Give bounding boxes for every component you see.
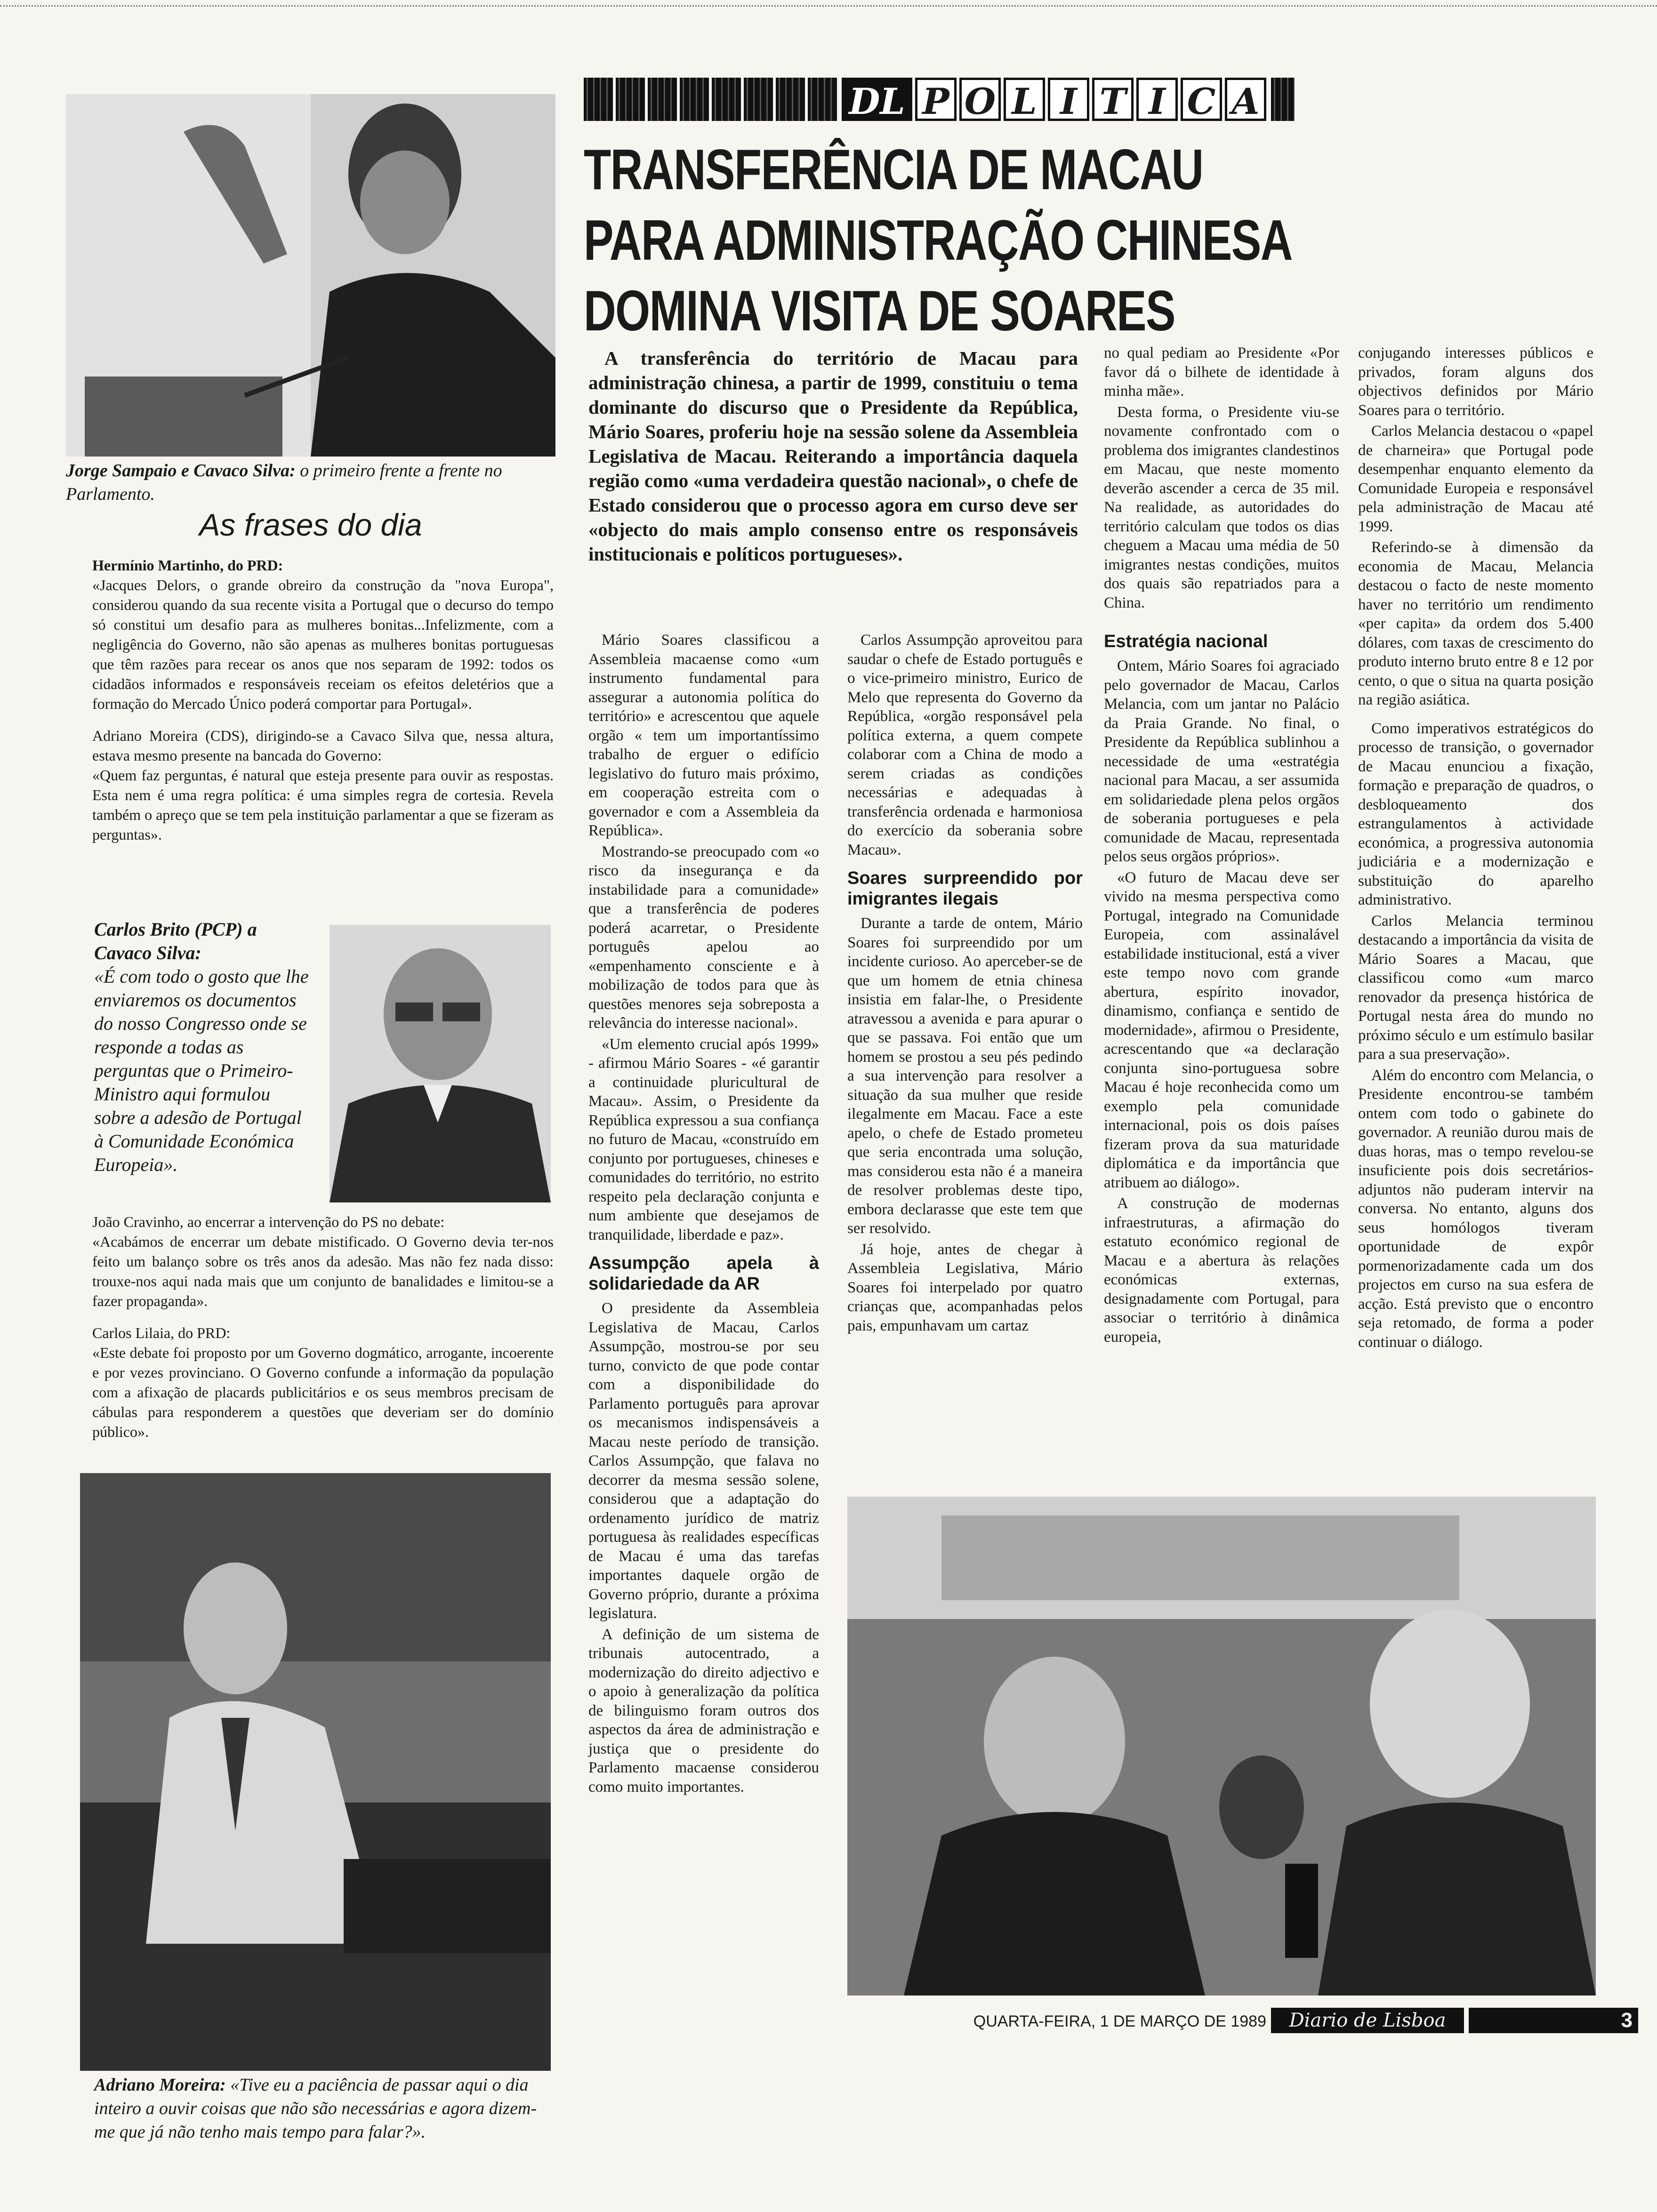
photo-sampaio-speaking: [66, 94, 555, 457]
section-letter: L: [1004, 78, 1045, 121]
brito-speaker: Carlos Brito (PCP) a Cavaco Silva:: [94, 919, 257, 963]
col1-subheading: Assumpção apela à solidariedade da AR: [588, 1253, 819, 1294]
footer-masthead: Diario de Lisboa: [1271, 2008, 1464, 2033]
col3-subheading: Estratégia nacional: [1104, 632, 1268, 651]
frases-speaker-1: Hermínio Martinho, do PRD:: [92, 557, 283, 574]
headline-line-2: PARA ADMINISTRAÇÃO CHINESA: [584, 208, 1292, 272]
banner-tile: [584, 78, 613, 121]
caption-top-photo: [66, 459, 555, 506]
col4-paragraph: Carlos Melancia destacou o «papel de charneira» que Portugal pode desempenhar enquanto elemento da Comunidade Europeia e responsável pela administração de Macau até 1999.: [1358, 423, 1593, 535]
photo-carlos-brito: [330, 925, 551, 1202]
article-column-3: [1104, 344, 1339, 1348]
section-letter: O: [959, 78, 1001, 121]
footer-page-number: 3: [1469, 2008, 1638, 2033]
frases-title: As frases do dia: [199, 507, 422, 542]
frases-speaker-4: João Cravinho, ao encerrar a intervenção do PS no debate:: [92, 1213, 445, 1230]
col4-paragraph: Como imperativos estratégicos do processo de transição, o governador de Macau enunciou a fixação, formação e preparação de quadros, o desbloqueamento dos estrangulamentos à actividade económica, a progressiva autonomia judiciária e a modernização e substituição do aparelho administrativo.: [1358, 720, 1593, 908]
caption-bottom-photo: [94, 2073, 551, 2144]
section-letter: I: [1048, 78, 1089, 121]
section-letter: P: [915, 78, 957, 121]
section-letter: T: [1092, 78, 1134, 121]
frases-quote-2: «Quem faz perguntas, é natural que esteja presente para ouvir as respostas. Esta nem é uma regra política: é uma simples regra de cortesia. Revela também o apreço que se tem pela instituição parlamentar a que se fizeram as perguntas».: [92, 767, 554, 843]
col4-paragraph: conjugando interesses públicos e privados, foram alguns dos objectivos definidos por Mário Soares para o território.: [1358, 345, 1593, 419]
headline: [584, 134, 1292, 346]
col3-paragraph: Desta forma, o Presidente viu-se novamente confrontado com o problema dos imigrantes clandestinos em Macau, que neste momento deverão ascender a cerca de 35 mil. Na realidade, as autoridades do território calculam que todos os dias cheguem a Macau uma média de 50 imigrantes nestas condições, muitos dos quais são repatriados para a China.: [1104, 403, 1339, 611]
banner-tile: [1271, 78, 1295, 121]
photo-adriano-moreira: [80, 1473, 551, 2071]
brito-quote: [94, 918, 315, 1177]
section-letter: I: [1136, 78, 1178, 121]
col3-paragraph: Ontem, Mário Soares foi agraciado pelo governador de Macau, Carlos Melancia, com um jantar no Palácio da Praia Grande. No final, o Presidente da República sublinhou a necessidade de uma «estratégia nacional para Macau, a ser assumida em solidariedade plena pelos orgãos de soberania portugueses e pela comunidade de Macau, representada pelos seus orgãos próprios».: [1104, 657, 1339, 865]
banner-tile: [808, 78, 837, 121]
banner-tile: [776, 78, 805, 121]
frases-block-a: [92, 555, 554, 844]
photo-soares-crowd: [847, 1497, 1596, 1996]
caption-top-text: o primeiro frente a frente no Parlamento.: [66, 461, 502, 504]
col4-paragraph: Carlos Melancia terminou destacando a importância da visita de Mário Soares a Macau, que classificou como «um marco renovador da presença histórica de Portugal nesta área do mundo no próximo século e um estímulo basilar para a sua preservação».: [1358, 912, 1593, 1063]
col3-paragraph: A construção de modernas infraestruturas, a afirmação do estatuto económico regional de Macau e a abertura às relações económicas externas, designadamente com Portugal, para associar o território à dinâmica europeia,: [1104, 1195, 1339, 1346]
section-banner: [584, 78, 1327, 125]
banner-tile: [712, 78, 741, 121]
banner-tile: [680, 78, 709, 121]
top-border-line: [0, 3, 1657, 7]
banner-tile: [648, 78, 677, 121]
article-column-1: [588, 631, 819, 1798]
frases-block-b: [92, 1212, 554, 1442]
col2-paragraph: Já hoje, antes de chegar à Assembleia Legislativa, Mário Soares foi interpelado por quatro crianças que, acompanhadas pelos pais, empunhavam um cartaz: [847, 1241, 1083, 1334]
article-column-2: [847, 631, 1083, 1337]
lead-paragraph: A transferência do território de Macau para administração chinesa, a partir de 1999, constituiu o tema dominante do discurso que o Presidente da República, Mário Soares, proferiu hoje na sessão solene da Assembleia Legislativa de Macau. Reiterando a importância daquela região como «uma verdadeira questão nacional», o chefe de Estado considerou que o processo agora em curso deve ser «objecto do mais amplo consenso entre os responsáveis institucionais e políticos portugueses».: [588, 347, 1078, 565]
col1-paragraph: A definição de um sistema de tribunais autocentrado, a modernização do direito adjectivo e o apoio à generalização da política de bilinguismo foram outros dos aspectos da área de administração e justiça que o presidente do Parlamento macaense considerou como muito importantes.: [588, 1626, 819, 1795]
col1-paragraph: O presidente da Assembleia Legislativa de Macau, Carlos Assumpção, mostrou-se por seu turno, convicto de que pode contar com a disponibilidade do Parlamento português para aprovar os mecanismos indispensáveis a Macau neste período de transição. Carlos Assumpção, que falava no decorrer da mesma sessão solene, considerou que a adaptação do ordenamento jurídico de matriz portuguesa às realidades específicas de Macau é uma das tarefas importantes daquele orgão de Governo próprio, durante a próxima legislatura.: [588, 1300, 819, 1622]
brito-text: «É com todo o gosto que lhe enviaremos os documentos do nosso Congresso onde se responde a todas as perguntas que o Primeiro-Ministro aqui formulou sobre a adesão de Portugal à Comunidade Económica Europeia».: [94, 966, 309, 1175]
col2-paragraph: Carlos Assumpção aproveitou para saudar o chefe de Estado português e o vice-primeiro ministro, Eurico de Melo que representa do Governo da República, «orgão responsável pela política externa, a quem compete colaborar com a China de modo a serem criadas as condições necessárias e adequadas à transferência ordenada e harmoniosa do exercício da soberania sobre Macau».: [847, 632, 1083, 858]
col1-paragraph: «Um elemento crucial após 1999» - afirmou Mário Soares - «é garantir a continuidade pluricultural de Macau». Assim, o Presidente da República expressou a sua confiança no futuro de Macau, «construído em conjunto por portugueses, chineses e comunidades do território, no estrito respeito pela declaração conjunta e num ambiente que desejamos de tranquilidade, liberdade e paz».: [588, 1035, 819, 1243]
headline-line-1: TRANSFERÊNCIA DE MACAU: [584, 137, 1203, 201]
caption-bottom-name: Adriano Moreira:: [94, 2075, 226, 2095]
section-letter: A: [1225, 78, 1266, 121]
col4-paragraph: Referindo-se à dimensão da economia de Macau, Melancia destacou o facto de neste momento haver no território um rendimento «per capita» da ordem dos 5.400 dólares, com taxas de crescimento do produto interno bruto entre 8 e 12 por cento, o que o situa na quarta posição na região asiática.: [1358, 539, 1593, 708]
section-logo: DL: [842, 78, 912, 121]
banner-tile: [744, 78, 773, 121]
caption-bottom-text: «Tive eu a paciência de passar aqui o dia inteiro a ouvir coisas que não são necessárias e agora dizem-me que já não tenho mais tempo para falar?».: [94, 2075, 537, 2142]
col4-paragraph: Além do encontro com Melancia, o Presidente encontrou-se também ontem com todo o gabinete do governador. A reunião durou mais de duas horas, mas o tempo revelou-se insuficiente pois dois secretários-adjuntos não puderam intervir na conversa. No entanto, alguns dos seus homólogos tiveram oportunidade de expôr pormenorizadamente cada um dos projectos em curso na sua esfera de acção. Está previsto que o encontro seja retomado, de forma a poder continuar o diálogo.: [1358, 1066, 1593, 1351]
col3-paragraph: «O futuro de Macau deve ser vivido na mesma perspectiva como Portugal, integrado na Comunidade Europeia, com assinalável estabilidade institucional, está a viver este tempo novo com grande abertura, espírito inovador, dinamismo, confiança e sentido de modernidade», afirmou o Presidente, acrescentando que «a declaração conjunta sino-portuguesa sobre Macau é hoje reconhecida como um exemplo pela comunidade internacional, pois os dois países fizeram prova da sua maturidade diplomática e da importância que atribuem ao diálogo».: [1104, 869, 1339, 1191]
col1-paragraph: Mostrando-se preocupado com «o risco da insegurança e da instabilidade para a comunidade» que a transferência de poderes poderá acarretar, o Presidente português apelou ao «empenhamento consciente e à mobilização de todos para que às questões menores seja sobreposta a relevância do interesse nacional».: [588, 843, 819, 1032]
col2-paragraph: Durante a tarde de ontem, Mário Soares foi surpreendido por um incidente curioso. Ao aperceber-se de que um homem de etnia chinesa insistia em falar-lhe, o Presidente atravessou a avenida e para apurar o que se passava. Foi então que um homem se prostou a seu pés pedindo a sua intervenção para resolver a situação da sua mulher que reside ilegalmente em Macau. Face a este apelo, o chefe de Estado prometeu que seria encontrada uma solução, mas considerou esta não é a maneira de resolver problemas deste tipo, embora declarasse que este tem que ser resolvido.: [847, 915, 1083, 1237]
footer-date: QUARTA-FEIRA, 1 DE MARÇO DE 1989: [973, 2012, 1266, 2030]
frases-speaker-5: Carlos Lilaia, do PRD:: [92, 1324, 231, 1341]
frases-speaker-2: Adriano Moreira (CDS), dirigindo-se a Cavaco Silva que, nessa altura, estava mesmo presente na bancada do Governo:: [92, 727, 554, 764]
frases-quote-5: «Este debate foi proposto por um Governo dogmático, arrogante, incoerente e por vezes provinciano. O Governo confunde a informação da população com a afixação de placards publicitários e os seus membros precisam de cábulas para responderem a questões que deveriam ser do domínio público».: [92, 1344, 554, 1440]
article-column-4: [1358, 344, 1593, 1354]
banner-tile: [616, 78, 645, 121]
col3-paragraph: no qual pediam ao Presidente «Por favor dá o bilhete de identidade à minha mãe».: [1104, 345, 1339, 400]
frases-quote-4: «Acabámos de encerrar um debate mistificado. O Governo devia ter-nos feito um balanço sobre os três anos da adesão. Mas não fez nada disso: trouxe-nos aqui nada mais que um conjunto de banalidades e limitou-se a fazer propaganda».: [92, 1233, 554, 1309]
caption-top-name: Jorge Sampaio e Cavaco Silva:: [66, 461, 296, 481]
col2-subheading: Soares surpreendido por imigrantes ilegais: [847, 868, 1083, 909]
headline-line-3: DOMINA VISITA DE SOARES: [584, 279, 1175, 343]
col1-paragraph: Mário Soares classificou a Assembleia macaense como «um instrumento fundamental para assegurar a autonomia política do território» e acrescentou que aquele orgão « tem um importantíssimo trabalho de erguer o edifício legislativo do futuro mais próximo, em cooperação estreita com o governador e com a Assembleia da República».: [588, 632, 819, 839]
frases-quote-1: «Jacques Delors, o grande obreiro da construção da "nova Europa", considerou quando da sua recente visita a Portugal que o decurso do tempo só constitui um desafio para as mulheres bonitas...Infelizmente, com a negligência do Governo, não são apenas as mulheres bonitas portuguesas que têm razões para recear os anos que nos separam de 1992: todos os cidadãos informados e responsáveis receiam os efeitos deletérios que a formação do Mercado Único poderá comportar para Portugal».: [92, 577, 554, 712]
section-letter: C: [1181, 78, 1222, 121]
